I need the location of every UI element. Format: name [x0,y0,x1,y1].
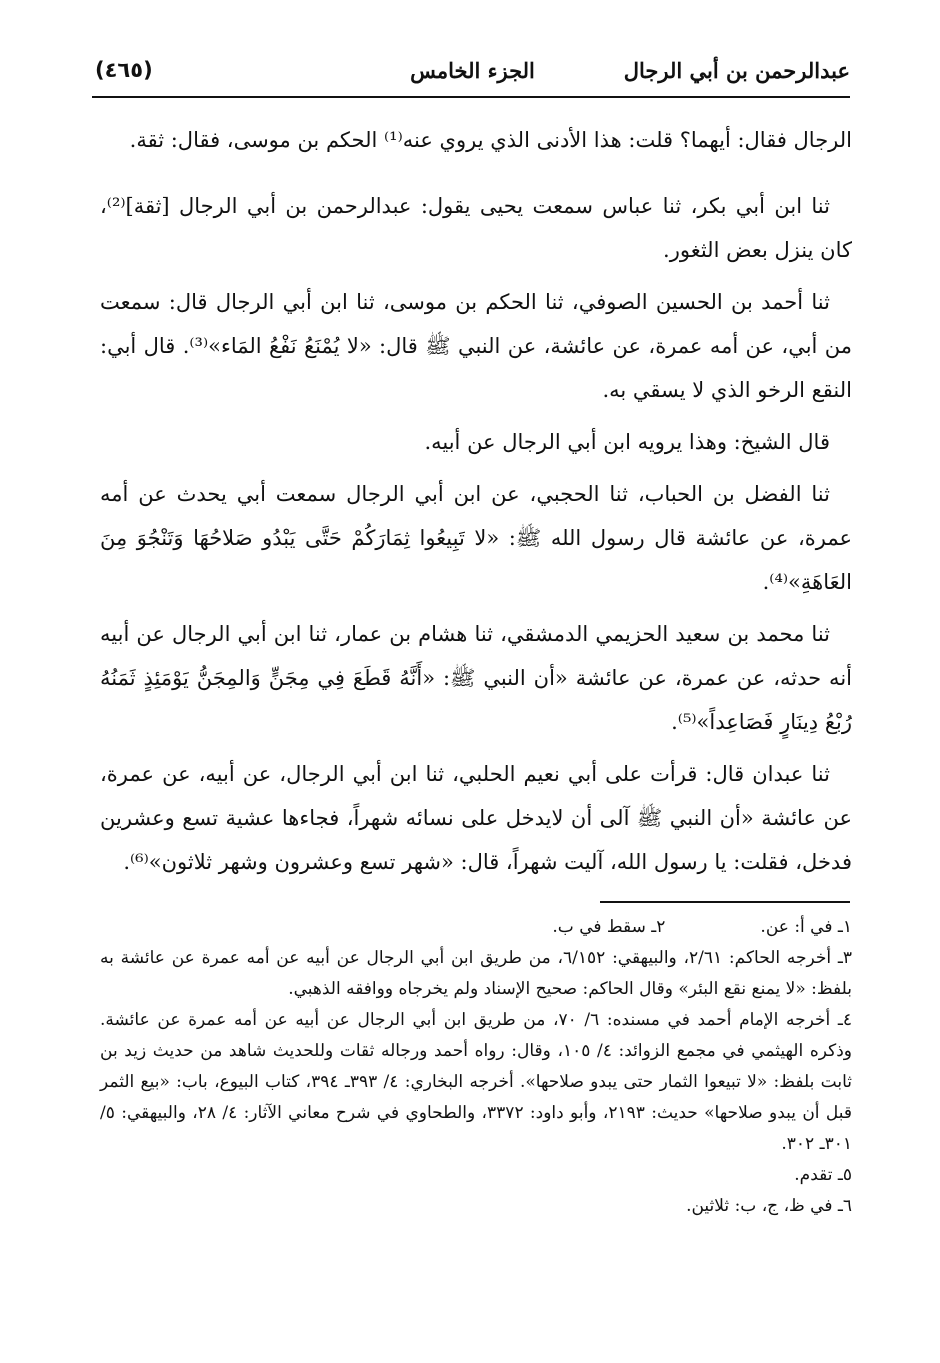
footnote-1: ١ـ في أ: عن. [760,917,852,937]
paragraph-1: الرجال فقال: أيهما؟ قلت: هذا الأدنى الذي يروي عنه⁽¹⁾ الحكم بن موسى، فقال: ثقة. [129,128,852,152]
running-title: عبدالرحمن بن أبي الرجال [623,58,850,83]
paragraph-7: ثنا عبدان قال: قرأت على أبي نعيم الحلبي، ثنا ابن أبي الرجال، عن أبيه، عن عمرة، عن عائشة «أن النبي ﷺ آلى أن لايدخل على نسائه شهراً، فجاءها عشية تسع وعشرين فدخل، فقلت: يا رسول الله، آليت شهراً، قال: «شهر تسع وعشرون وشهر ثلاثون»⁽⁶⁾. [100,762,852,874]
footnote-6: ٦ـ في ظ، ج، ب: ثلاثين. [686,1196,852,1216]
footnote-row-1-2 [100,912,852,943]
paragraph-3: ثنا أحمد بن الحسين الصوفي، ثنا الحكم بن موسى، ثنا ابن أبي الرجال قال: سمعت من أبي، عن أمه عمرة، عن عائشة، عن النبي ﷺ قال: «لا يُمْنَعُ نَفْعُ المَاء»⁽³⁾. قال أبي: النقع الرخو الذي لا يسقي به. [100,290,852,402]
footnote-4: ٤ـ أخرجه الإمام أحمد في مسنده: ٦/ ٧٠، من طريق ابن أبي الرجال عن أبيه عن أمه عمرة عن عائشة. وذكره الهيثمي في مجمع الزوائد: ٤/ ١٠٥، وقال: رواه أحمد ورجاله ثقات وللحديث شاهد من حديث زيد بن ثابت بلفظ: «لا تبيعوا الثمار حتى يبدو صلاحها». أخرجه البخاري: ٤/ ٣٩٣ـ ٣٩٤، كتاب البيوع، باب: «بيع الثمر قبل أن يبدو صلاحها» حديث: ٢١٩٣، وأبو داود: ٣٣٧٢، والطحاوي في شرح معاني الآثار: ٤/ ٢٨، والبيهقي: ٥/ ٣٠١ـ ٣٠٢. [100,1010,853,1154]
part-title: الجزء الخامس [410,58,535,83]
main-text [100,118,852,892]
footnote-5: ٥ـ تقدم. [794,1165,852,1185]
footnote-3: ٣ـ أخرجه الحاكم: ٢/٦١، والبيهقي: ٦/١٥٢، من طريق ابن أبي الرجال عن أبيه عن أمه عمرة عن عائشة به بلفظ: «لا يمنع نقع البئر» وقال الحاكم: صحيح الإسناد ولم يخرجاه ووافقه الذهبي. [100,948,853,999]
footnote-2: ٢ـ سقط في ب. [552,917,666,937]
page-number: (٤٦٥) [95,58,153,82]
paragraph-4: قال الشيخ: وهذا يرويه ابن أبي الرجال عن أبيه. [424,430,830,454]
paragraph-gap [100,170,852,184]
paragraph-6: ثنا محمد بن سعيد الحزيمي الدمشقي، ثنا هشام بن عمار، ثنا ابن أبي الرجال عن أبيه أنه حدثه، عن عمرة، عن عائشة «أن النبي ﷺ: «أَنَّهُ قَطَعَ فِي مِجَنٍّ وَالمِجَنُّ يَوْمَئِذٍ ثَمَنُهُ رُبْعُ دِينَارٍ فَصَاعِداً»⁽⁵⁾. [100,622,852,734]
footnote-separator [600,901,850,903]
paragraph-5: ثنا الفضل بن الحباب، ثنا الحجبي، عن ابن أبي الرجال سمعت أبي يحدث عن أمه عمرة، عن عائشة قال رسول الله ﷺ: «لا تَبِيعُوا ثِمَارَكُمْ حَتَّى يَبْدُو صَلاحُهَا وَتَنْجُوَ مِنَ العَاهَةِ»⁽⁴⁾. [100,482,852,594]
paragraph-2: ثنا ابن أبي بكر، ثنا عباس سمعت يحيى يقول: عبدالرحمن بن أبي الرجال [ثقة]⁽²⁾، كان ينزل بعض الثغور. [100,194,852,262]
header-rule [92,96,850,98]
page-header [95,58,850,98]
footnotes [100,912,852,1222]
